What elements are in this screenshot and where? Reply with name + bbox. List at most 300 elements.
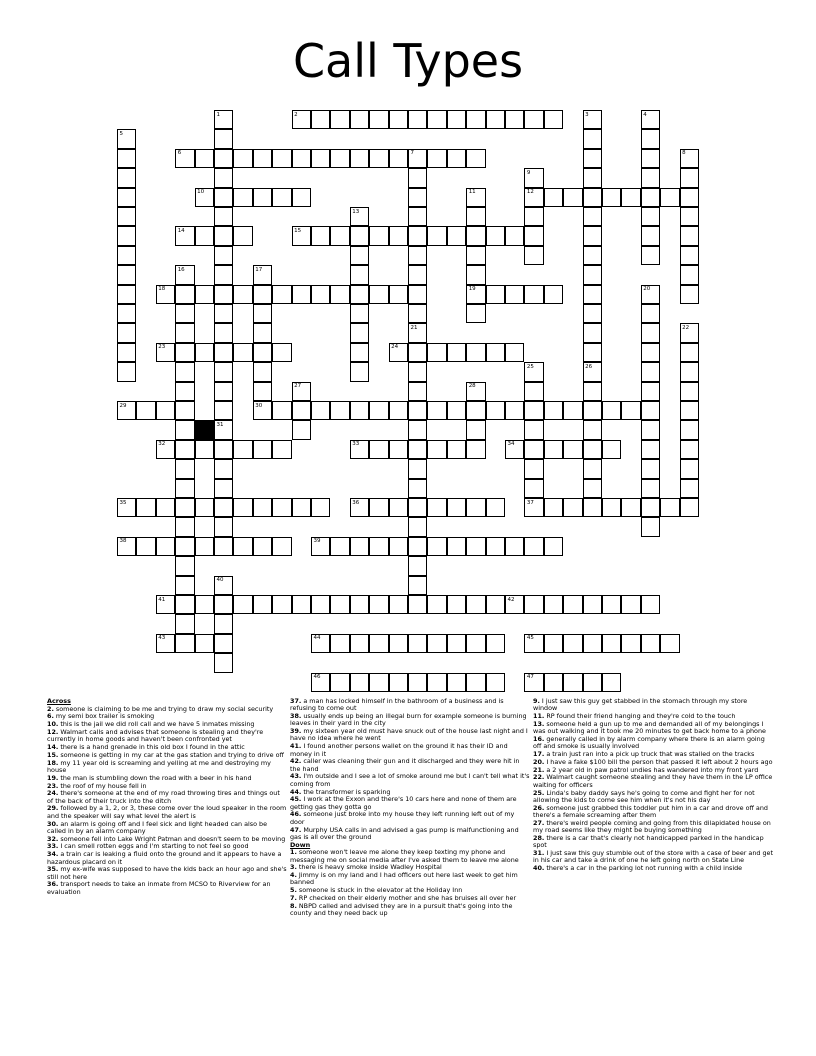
grid-cell[interactable]	[272, 498, 291, 517]
grid-cell[interactable]	[544, 440, 563, 459]
grid-cell[interactable]	[563, 634, 582, 653]
grid-cell[interactable]	[524, 479, 543, 498]
grid-cell[interactable]	[350, 207, 369, 226]
grid-cell[interactable]	[292, 188, 311, 207]
grid-cell[interactable]	[466, 226, 485, 245]
grid-cell[interactable]	[583, 110, 602, 129]
grid-cell[interactable]	[117, 265, 136, 284]
grid-cell[interactable]	[563, 188, 582, 207]
grid-cell[interactable]	[486, 285, 505, 304]
grid-cell[interactable]	[175, 362, 194, 381]
grid-cell[interactable]	[680, 382, 699, 401]
grid-cell[interactable]	[466, 440, 485, 459]
grid-cell[interactable]	[389, 537, 408, 556]
grid-cell[interactable]	[408, 362, 427, 381]
grid-cell[interactable]	[408, 440, 427, 459]
grid-cell[interactable]	[156, 440, 175, 459]
grid-cell[interactable]	[350, 304, 369, 323]
grid-cell[interactable]	[175, 440, 194, 459]
grid-cell[interactable]	[524, 634, 543, 653]
grid-cell[interactable]	[408, 304, 427, 323]
grid-cell[interactable]	[583, 304, 602, 323]
grid-cell[interactable]	[156, 634, 175, 653]
grid-cell[interactable]	[292, 110, 311, 129]
grid-cell[interactable]	[214, 188, 233, 207]
grid-cell[interactable]	[524, 110, 543, 129]
grid-cell[interactable]	[544, 285, 563, 304]
grid-cell[interactable]	[117, 188, 136, 207]
grid-cell[interactable]	[175, 323, 194, 342]
grid-cell[interactable]	[117, 537, 136, 556]
grid-cell[interactable]	[369, 149, 388, 168]
grid-cell[interactable]	[253, 343, 272, 362]
grid-cell[interactable]	[583, 440, 602, 459]
grid-cell[interactable]	[602, 188, 621, 207]
grid-cell[interactable]	[583, 246, 602, 265]
grid-cell[interactable]	[214, 634, 233, 653]
grid-cell[interactable]	[641, 382, 660, 401]
grid-cell[interactable]	[466, 420, 485, 439]
grid-cell[interactable]	[447, 343, 466, 362]
grid-cell[interactable]	[156, 595, 175, 614]
grid-cell[interactable]	[389, 440, 408, 459]
grid-cell[interactable]	[156, 343, 175, 362]
grid-cell[interactable]	[486, 401, 505, 420]
grid-cell[interactable]	[253, 285, 272, 304]
grid-cell[interactable]	[214, 401, 233, 420]
grid-cell[interactable]	[369, 285, 388, 304]
grid-cell[interactable]	[641, 517, 660, 536]
grid-cell[interactable]	[621, 595, 640, 614]
grid-cell[interactable]	[583, 343, 602, 362]
grid-cell[interactable]	[466, 595, 485, 614]
grid-cell[interactable]	[427, 537, 446, 556]
grid-cell[interactable]	[680, 479, 699, 498]
grid-cell[interactable]	[369, 634, 388, 653]
grid-cell[interactable]	[505, 440, 524, 459]
grid-cell[interactable]	[175, 343, 194, 362]
grid-cell[interactable]	[253, 401, 272, 420]
grid-cell[interactable]	[583, 382, 602, 401]
grid-cell[interactable]	[292, 595, 311, 614]
grid-cell[interactable]	[408, 168, 427, 187]
grid-cell[interactable]	[427, 673, 446, 692]
grid-cell[interactable]	[350, 362, 369, 381]
grid-cell[interactable]	[214, 110, 233, 129]
grid-cell[interactable]	[253, 265, 272, 284]
grid-cell[interactable]	[447, 537, 466, 556]
grid-cell[interactable]	[117, 285, 136, 304]
grid-cell[interactable]	[136, 498, 155, 517]
grid-cell[interactable]	[272, 343, 291, 362]
grid-cell[interactable]	[524, 168, 543, 187]
grid-cell[interactable]	[253, 304, 272, 323]
grid-cell[interactable]	[195, 498, 214, 517]
grid-cell[interactable]	[369, 673, 388, 692]
grid-cell[interactable]	[350, 246, 369, 265]
grid-cell[interactable]	[272, 149, 291, 168]
grid-cell[interactable]	[466, 382, 485, 401]
grid-cell[interactable]	[389, 285, 408, 304]
grid-cell[interactable]	[621, 401, 640, 420]
grid-cell[interactable]	[427, 226, 446, 245]
grid-cell[interactable]	[350, 323, 369, 342]
grid-cell[interactable]	[544, 595, 563, 614]
grid-cell[interactable]	[660, 188, 679, 207]
grid-cell[interactable]	[583, 168, 602, 187]
grid-cell[interactable]	[233, 537, 252, 556]
grid-cell[interactable]	[136, 401, 155, 420]
grid-cell[interactable]	[175, 420, 194, 439]
grid-cell[interactable]	[350, 595, 369, 614]
grid-cell[interactable]	[583, 401, 602, 420]
grid-cell[interactable]	[466, 498, 485, 517]
grid-cell[interactable]	[117, 343, 136, 362]
grid-cell[interactable]	[253, 498, 272, 517]
grid-cell[interactable]	[486, 343, 505, 362]
grid-cell[interactable]	[369, 401, 388, 420]
grid-cell[interactable]	[350, 673, 369, 692]
grid-cell[interactable]	[156, 401, 175, 420]
grid-cell[interactable]	[408, 498, 427, 517]
grid-cell[interactable]	[117, 401, 136, 420]
grid-cell[interactable]	[408, 517, 427, 536]
grid-cell[interactable]	[447, 634, 466, 653]
grid-cell[interactable]	[175, 614, 194, 633]
grid-cell[interactable]	[175, 285, 194, 304]
grid-cell[interactable]	[641, 226, 660, 245]
grid-cell[interactable]	[175, 149, 194, 168]
grid-cell[interactable]	[544, 110, 563, 129]
grid-cell[interactable]	[680, 226, 699, 245]
grid-cell[interactable]	[253, 188, 272, 207]
grid-cell[interactable]	[330, 285, 349, 304]
grid-cell[interactable]	[408, 479, 427, 498]
grid-cell[interactable]	[466, 149, 485, 168]
grid-cell[interactable]	[272, 285, 291, 304]
grid-cell[interactable]	[583, 634, 602, 653]
grid-cell[interactable]	[524, 362, 543, 381]
grid-cell[interactable]	[583, 479, 602, 498]
grid-cell[interactable]	[311, 401, 330, 420]
grid-cell[interactable]	[524, 382, 543, 401]
grid-cell[interactable]	[641, 440, 660, 459]
grid-cell[interactable]	[175, 226, 194, 245]
grid-cell[interactable]	[544, 673, 563, 692]
grid-cell[interactable]	[641, 595, 660, 614]
grid-cell[interactable]	[311, 226, 330, 245]
grid-cell[interactable]	[408, 459, 427, 478]
grid-cell[interactable]	[253, 323, 272, 342]
grid-cell[interactable]	[233, 498, 252, 517]
grid-cell[interactable]	[602, 634, 621, 653]
grid-cell[interactable]	[602, 498, 621, 517]
grid-cell[interactable]	[544, 634, 563, 653]
grid-cell[interactable]	[680, 498, 699, 517]
grid-cell[interactable]	[641, 343, 660, 362]
grid-cell[interactable]	[447, 440, 466, 459]
grid-cell[interactable]	[272, 537, 291, 556]
grid-cell[interactable]	[408, 149, 427, 168]
grid-cell[interactable]	[680, 265, 699, 284]
grid-cell[interactable]	[253, 149, 272, 168]
grid-cell[interactable]	[214, 323, 233, 342]
grid-cell[interactable]	[505, 226, 524, 245]
grid-cell[interactable]	[272, 440, 291, 459]
grid-cell[interactable]	[563, 595, 582, 614]
grid-cell[interactable]	[214, 479, 233, 498]
grid-cell[interactable]	[680, 188, 699, 207]
grid-cell[interactable]	[330, 673, 349, 692]
grid-cell[interactable]	[175, 576, 194, 595]
grid-cell[interactable]	[427, 440, 446, 459]
grid-cell[interactable]	[641, 459, 660, 478]
grid-cell[interactable]	[214, 129, 233, 148]
grid-cell[interactable]	[427, 498, 446, 517]
grid-cell[interactable]	[680, 323, 699, 342]
grid-cell[interactable]	[214, 595, 233, 614]
grid-cell[interactable]	[214, 226, 233, 245]
grid-cell[interactable]	[214, 517, 233, 536]
grid-cell[interactable]	[175, 265, 194, 284]
grid-cell[interactable]	[292, 149, 311, 168]
grid-cell[interactable]	[466, 207, 485, 226]
grid-cell[interactable]	[486, 595, 505, 614]
grid-cell[interactable]	[641, 362, 660, 381]
grid-cell[interactable]	[583, 323, 602, 342]
grid-cell[interactable]	[660, 498, 679, 517]
grid-cell[interactable]	[427, 595, 446, 614]
grid-cell[interactable]	[641, 168, 660, 187]
grid-cell[interactable]	[389, 673, 408, 692]
grid-cell[interactable]	[544, 401, 563, 420]
grid-cell[interactable]	[156, 498, 175, 517]
grid-cell[interactable]	[350, 634, 369, 653]
grid-cell[interactable]	[292, 285, 311, 304]
grid-cell[interactable]	[175, 634, 194, 653]
grid-cell[interactable]	[583, 285, 602, 304]
grid-cell[interactable]	[427, 634, 446, 653]
grid-cell[interactable]	[680, 362, 699, 381]
grid-cell[interactable]	[350, 149, 369, 168]
grid-cell[interactable]	[447, 149, 466, 168]
grid-cell[interactable]	[292, 420, 311, 439]
grid-cell[interactable]	[447, 595, 466, 614]
grid-cell[interactable]	[641, 304, 660, 323]
grid-cell[interactable]	[272, 595, 291, 614]
grid-cell[interactable]	[292, 498, 311, 517]
grid-cell[interactable]	[350, 537, 369, 556]
grid-cell[interactable]	[427, 401, 446, 420]
grid-cell[interactable]	[214, 362, 233, 381]
grid-cell[interactable]	[233, 343, 252, 362]
grid-cell[interactable]	[408, 595, 427, 614]
grid-cell[interactable]	[408, 537, 427, 556]
grid-cell[interactable]	[408, 576, 427, 595]
grid-cell[interactable]	[583, 362, 602, 381]
grid-cell[interactable]	[408, 207, 427, 226]
grid-cell[interactable]	[408, 673, 427, 692]
grid-cell[interactable]	[214, 207, 233, 226]
grid-cell[interactable]	[389, 401, 408, 420]
grid-cell[interactable]	[117, 304, 136, 323]
grid-cell[interactable]	[214, 304, 233, 323]
grid-cell[interactable]	[233, 440, 252, 459]
grid-cell[interactable]	[544, 537, 563, 556]
grid-cell[interactable]	[466, 537, 485, 556]
grid-cell[interactable]	[330, 634, 349, 653]
grid-cell[interactable]	[641, 401, 660, 420]
grid-cell[interactable]	[427, 110, 446, 129]
grid-cell[interactable]	[233, 149, 252, 168]
grid-cell[interactable]	[466, 110, 485, 129]
grid-cell[interactable]	[389, 595, 408, 614]
grid-cell[interactable]	[466, 246, 485, 265]
grid-cell[interactable]	[214, 246, 233, 265]
grid-cell[interactable]	[175, 401, 194, 420]
grid-cell[interactable]	[330, 226, 349, 245]
grid-cell[interactable]	[195, 595, 214, 614]
grid-cell[interactable]	[214, 653, 233, 672]
grid-cell[interactable]	[311, 285, 330, 304]
grid-cell[interactable]	[641, 188, 660, 207]
grid-cell[interactable]	[641, 498, 660, 517]
grid-cell[interactable]	[583, 673, 602, 692]
grid-cell[interactable]	[369, 226, 388, 245]
grid-cell[interactable]	[408, 246, 427, 265]
grid-cell[interactable]	[233, 226, 252, 245]
grid-cell[interactable]	[253, 362, 272, 381]
grid-cell[interactable]	[195, 440, 214, 459]
grid-cell[interactable]	[136, 537, 155, 556]
grid-cell[interactable]	[563, 498, 582, 517]
grid-cell[interactable]	[486, 226, 505, 245]
grid-cell[interactable]	[466, 343, 485, 362]
grid-cell[interactable]	[272, 188, 291, 207]
grid-cell[interactable]	[330, 595, 349, 614]
grid-cell[interactable]	[680, 440, 699, 459]
grid-cell[interactable]	[583, 595, 602, 614]
grid-cell[interactable]	[505, 285, 524, 304]
grid-cell[interactable]	[156, 285, 175, 304]
grid-cell[interactable]	[602, 401, 621, 420]
grid-cell[interactable]	[253, 382, 272, 401]
grid-cell[interactable]	[408, 265, 427, 284]
grid-cell[interactable]	[486, 537, 505, 556]
grid-cell[interactable]	[486, 110, 505, 129]
grid-cell[interactable]	[563, 673, 582, 692]
grid-cell[interactable]	[389, 343, 408, 362]
grid-cell[interactable]	[408, 382, 427, 401]
grid-cell[interactable]	[214, 498, 233, 517]
grid-cell[interactable]	[311, 498, 330, 517]
grid-cell[interactable]	[195, 188, 214, 207]
grid-cell[interactable]	[214, 420, 233, 439]
grid-cell[interactable]	[408, 556, 427, 575]
grid-cell[interactable]	[641, 207, 660, 226]
grid-cell[interactable]	[408, 110, 427, 129]
grid-cell[interactable]	[350, 401, 369, 420]
grid-cell[interactable]	[369, 595, 388, 614]
grid-cell[interactable]	[524, 285, 543, 304]
grid-cell[interactable]	[330, 537, 349, 556]
grid-cell[interactable]	[175, 498, 194, 517]
grid-cell[interactable]	[408, 285, 427, 304]
grid-cell[interactable]	[175, 479, 194, 498]
grid-cell[interactable]	[524, 207, 543, 226]
grid-cell[interactable]	[466, 188, 485, 207]
grid-cell[interactable]	[311, 110, 330, 129]
grid-cell[interactable]	[583, 226, 602, 245]
grid-cell[interactable]	[117, 226, 136, 245]
grid-cell[interactable]	[660, 634, 679, 653]
grid-cell[interactable]	[583, 207, 602, 226]
grid-cell[interactable]	[427, 149, 446, 168]
grid-cell[interactable]	[117, 149, 136, 168]
grid-cell[interactable]	[214, 382, 233, 401]
grid-cell[interactable]	[641, 420, 660, 439]
grid-cell[interactable]	[621, 498, 640, 517]
grid-cell[interactable]	[427, 343, 446, 362]
grid-cell[interactable]	[253, 537, 272, 556]
grid-cell[interactable]	[195, 634, 214, 653]
grid-cell[interactable]	[389, 634, 408, 653]
grid-cell[interactable]	[175, 382, 194, 401]
grid-cell[interactable]	[214, 576, 233, 595]
grid-cell[interactable]	[272, 401, 291, 420]
grid-cell[interactable]	[680, 343, 699, 362]
grid-cell[interactable]	[486, 634, 505, 653]
grid-cell[interactable]	[253, 440, 272, 459]
grid-cell[interactable]	[524, 188, 543, 207]
grid-cell[interactable]	[214, 459, 233, 478]
grid-cell[interactable]	[466, 673, 485, 692]
grid-cell[interactable]	[311, 673, 330, 692]
grid-cell[interactable]	[583, 459, 602, 478]
grid-cell[interactable]	[621, 188, 640, 207]
grid-cell[interactable]	[195, 149, 214, 168]
grid-cell[interactable]	[214, 440, 233, 459]
grid-cell[interactable]	[117, 207, 136, 226]
grid-cell[interactable]	[117, 246, 136, 265]
grid-cell[interactable]	[117, 498, 136, 517]
grid-cell[interactable]	[486, 673, 505, 692]
grid-cell[interactable]	[524, 226, 543, 245]
grid-cell[interactable]	[583, 420, 602, 439]
grid-cell[interactable]	[311, 595, 330, 614]
grid-cell[interactable]	[214, 168, 233, 187]
grid-cell[interactable]	[117, 323, 136, 342]
grid-cell[interactable]	[233, 285, 252, 304]
grid-cell[interactable]	[563, 401, 582, 420]
grid-cell[interactable]	[680, 246, 699, 265]
grid-cell[interactable]	[389, 498, 408, 517]
grid-cell[interactable]	[524, 459, 543, 478]
grid-cell[interactable]	[641, 323, 660, 342]
grid-cell[interactable]	[389, 110, 408, 129]
grid-cell[interactable]	[583, 149, 602, 168]
grid-cell[interactable]	[602, 595, 621, 614]
grid-cell[interactable]	[117, 362, 136, 381]
grid-cell[interactable]	[408, 634, 427, 653]
grid-cell[interactable]	[408, 323, 427, 342]
grid-cell[interactable]	[680, 401, 699, 420]
grid-cell[interactable]	[524, 246, 543, 265]
grid-cell[interactable]	[680, 459, 699, 478]
grid-cell[interactable]	[175, 459, 194, 478]
grid-cell[interactable]	[117, 168, 136, 187]
grid-cell[interactable]	[602, 673, 621, 692]
